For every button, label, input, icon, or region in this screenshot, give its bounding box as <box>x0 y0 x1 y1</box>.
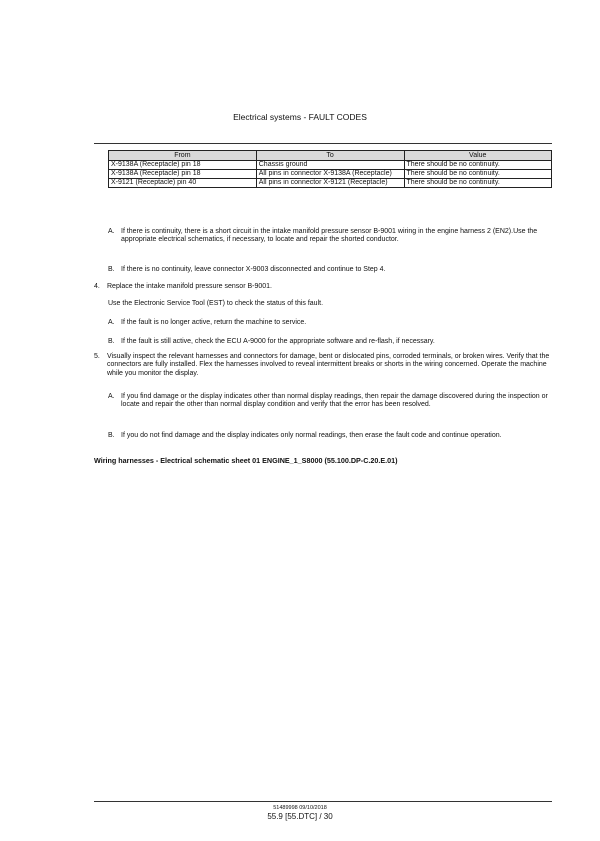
step-4 <box>94 283 554 291</box>
cell-to: All pins in connector X-9138A (Receptacle) <box>256 170 404 179</box>
column-header-from: From <box>109 151 257 161</box>
cell-to: All pins in connector X-9121 (Receptacle) <box>256 179 404 188</box>
page-title: Electrical systems - FAULT CODES <box>233 112 367 122</box>
step-5 <box>94 353 554 387</box>
step-3a <box>108 228 553 254</box>
step-4a-text: If the fault is no longer active, return the machine to service. <box>121 319 307 326</box>
column-header-value: Value <box>404 151 552 161</box>
document-code: 51489998 09/10/2018 <box>273 805 327 811</box>
cell-value: There should be no continuity. <box>404 161 552 170</box>
step-5a <box>108 393 553 419</box>
step-4b-letter: B. <box>108 338 115 345</box>
step-4-number: 4. <box>94 283 100 290</box>
cell-value: There should be no continuity. <box>404 179 552 188</box>
column-header-to: To <box>256 151 404 161</box>
cell-from: X-9138A (Receptacle) pin 18 <box>109 170 257 179</box>
step-5b <box>108 432 553 450</box>
step-4-text: Replace the intake manifold pressure sensor B-9001. <box>107 283 272 290</box>
step-4b-text: If the fault is still active, check the ECU A-9000 for the appropriate software and re-flash, if necessary. <box>121 338 435 345</box>
table-row <box>109 179 552 188</box>
step-4a <box>108 319 553 329</box>
step-3a-text: If there is continuity, there is a short circuit in the intake manifold pressure sensor B-9001 wiring in the engine harness 2 (EN2).Use the appropriate electrical schematics, if necessary, to locate and repair the shorted conductor. <box>121 228 538 244</box>
continuity-test-table <box>108 150 552 188</box>
table-row <box>109 161 552 170</box>
step-3b <box>108 266 553 276</box>
step-4b <box>108 338 553 348</box>
cell-to: Chassis ground <box>256 161 404 170</box>
step-5b-letter: B. <box>108 432 115 439</box>
cell-from: X-9121 (Receptacle) pin 40 <box>109 179 257 188</box>
step-5b-text: If you do not find damage and the display indicates only normal readings, then erase the fault code and continue operation. <box>121 432 502 439</box>
table-header-row <box>109 151 552 161</box>
step-5-number: 5. <box>94 353 100 360</box>
footer-divider <box>94 801 552 802</box>
step-4a-letter: A. <box>108 319 115 326</box>
page-reference: 55.9 [55.DTC] / 30 <box>267 812 333 821</box>
header-divider <box>94 143 552 144</box>
step-4-note: Use the Electronic Service Tool (EST) to check the status of this fault. <box>108 300 324 307</box>
step-3b-text: If there is no continuity, leave connector X-9003 disconnected and continue to Step 4. <box>121 266 386 273</box>
step-3b-letter: B. <box>108 266 115 273</box>
step-5a-letter: A. <box>108 393 115 400</box>
wiring-schematic-link[interactable]: Wiring harnesses - Electrical schematic sheet 01 ENGINE_1_S8000 (55.100.DP-C.20.E.01) <box>94 456 398 465</box>
table-row <box>109 170 552 179</box>
cell-from: X-9138A (Receptacle) pin 18 <box>109 161 257 170</box>
step-3a-letter: A. <box>108 228 115 235</box>
step-5a-text: If you find damage or the display indicates other than normal display readings, then repair the damage discovered during the inspection or locate and repair the other than normal display condition and verify that the error has been resolved. <box>121 393 548 409</box>
cell-value: There should be no continuity. <box>404 170 552 179</box>
step-5-text: Visually inspect the relevant harnesses and connectors for damage, bent or dislocated pins, corroded terminals, or broken wires. Verify that the connectors are fully installed. Flex the harnesses involved to reveal intermittent breaks or shorts in the wiring concerned. Operate the machine while you monitor the display. <box>107 353 550 377</box>
